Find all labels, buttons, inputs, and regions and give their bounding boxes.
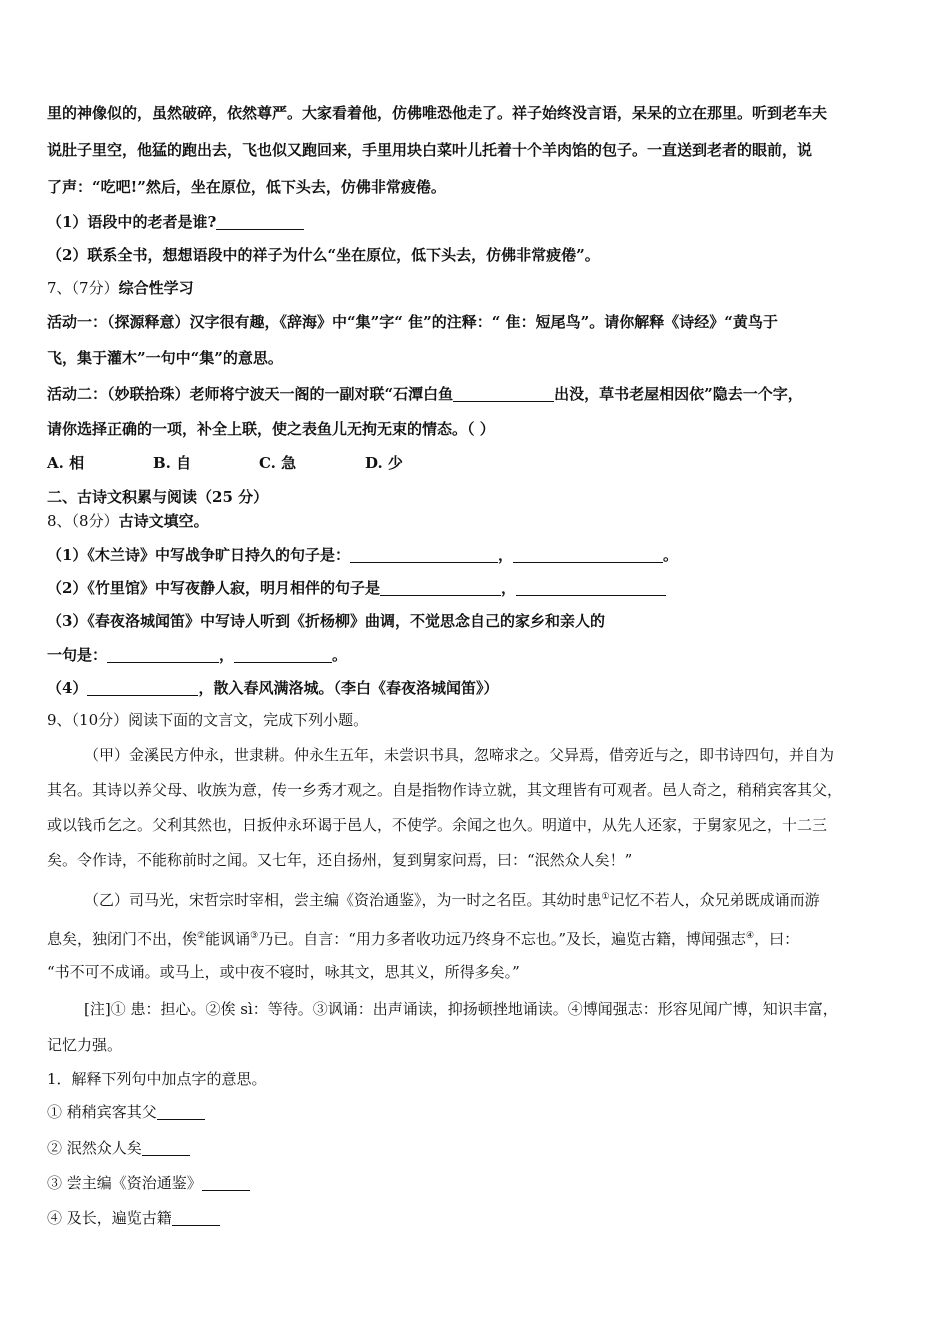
q7-options <box>47 453 471 473</box>
q7-activity1-line2: 飞，集于灌木”一句中“集”的意思。 <box>47 349 283 367</box>
q8-sub1-blank-b[interactable] <box>513 547 663 563</box>
q8-sub2-text: （2）《竹里馆》中写夜静人寂，明月相伴的句子是 <box>47 579 380 597</box>
q9-yi-line-2c: 乃已。自言：“用力多者收功远乃终身不忘也。”及长，遍览古籍，博闻强志 <box>258 930 747 948</box>
q7-activity2-line2: 请你选择正确的一项，补全上联，使之表鱼儿无拘无束的情态。（ ） <box>47 420 495 438</box>
q8-sub1-blank-a[interactable] <box>350 547 498 563</box>
q7-title-text: 综合性学习 <box>118 279 194 297</box>
q7-activity2-line1 <box>47 384 803 404</box>
q7-activity2-text-b: 出没，草书老屋相因依”隐去一个字， <box>554 385 803 403</box>
q7-title <box>47 278 194 298</box>
q7-option-a[interactable]: A. 相 <box>47 454 85 472</box>
q9-item-3-blank[interactable] <box>202 1175 250 1191</box>
q8-sub1-text: （1）《木兰诗》中写战争旷日持久的句子是： <box>47 546 350 564</box>
q9-yi-line-3: “书不可不成诵。或马上，或中夜不寝时，咏其文，思其义，所得多矣。” <box>47 963 520 981</box>
q8-sub2-comma: ， <box>500 579 516 597</box>
q8-sub3-period: 。 <box>332 646 348 664</box>
q8-title <box>47 511 209 531</box>
q9-item-1-text: ① 稍稍宾客其父 <box>47 1103 157 1121</box>
q8-sub1-period: 。 <box>662 546 678 564</box>
q8-sub1 <box>47 545 678 565</box>
q6-sub2: （2）联系全书，想想语段中的祥子为什么“坐在原位，低下头去，仿佛非常疲倦”。 <box>47 246 600 264</box>
q9-yi-line-2d: ，曰： <box>754 930 800 948</box>
q9-item-3 <box>47 1173 250 1193</box>
q9-sub1-title: 1．解释下列句中加点字的意思。 <box>47 1070 267 1088</box>
q9-item-2-text: ② 泯然众人矣 <box>47 1139 142 1157</box>
q8-sub4-text: ，散入春风满洛城。（李白《春夜洛城闻笛》） <box>198 679 499 697</box>
q9-item-4-text: ④ 及长，遍览古籍 <box>47 1209 172 1227</box>
note-marker-4: ④ <box>746 931 755 941</box>
q6-sub1-text: （1）语段中的老者是谁? <box>47 213 217 231</box>
passage-line-1: 里的神像似的，虽然破碎，依然尊严。大家看着他，仿佛唯恐他走了。祥子始终没言语，呆呆的立在那里。听到老车夫 <box>47 104 828 122</box>
q9-item-3-text: ③ 尝主编《资治通鉴》 <box>47 1174 202 1192</box>
q8-sub3-line2 <box>47 645 347 665</box>
q8-sub2 <box>47 578 666 598</box>
q9-yi-line-2 <box>47 926 799 949</box>
q9-item-1 <box>47 1102 205 1122</box>
q9-item-4 <box>47 1208 220 1228</box>
q8-sub3-blank-b[interactable] <box>234 647 332 663</box>
q9-title-text: 阅读下面的文言文，完成下列小题。 <box>128 711 369 729</box>
q8-number: 8、（8分） <box>47 512 119 530</box>
q7-number: 7、（7分） <box>47 279 119 297</box>
q7-couplet-blank[interactable] <box>453 386 554 402</box>
q9-yi-line-1 <box>84 887 820 910</box>
q6-sub1 <box>47 212 304 232</box>
passage-line-3: 了声：“吃吧!”然后，坐在原位，低下头去，仿佛非常疲倦。 <box>47 178 446 196</box>
q9-number: 9、（10分） <box>47 711 129 729</box>
q7-option-c[interactable]: C. 急 <box>259 454 297 472</box>
q9-jia-line-1: （甲）金溪民方仲永，世隶耕。仲永生五年，未尝识书具，忽啼求之。父异焉，借旁近与之，即书诗四句，并自为 <box>84 746 835 764</box>
q9-title <box>47 710 368 730</box>
q9-yi-line-1b: 记忆不若人，众兄弟既成诵而游 <box>609 891 820 909</box>
q8-sub4-blank[interactable] <box>87 680 198 696</box>
q8-sub4-prefix: （4） <box>47 679 88 697</box>
q7-activity2-text-a: 活动二：（妙联拾珠）老师将宁波天一阁的一副对联“石潭白鱼 <box>47 385 454 403</box>
passage-line-2: 说肚子里空，他猛的跑出去，飞也似又跑回来，手里用块白菜叶儿托着十个羊肉馅的包子。一直送到老者的眼前，说 <box>47 141 813 159</box>
q8-sub3-comma: ， <box>219 646 235 664</box>
q8-sub1-comma: ， <box>497 546 513 564</box>
q9-item-2 <box>47 1138 190 1158</box>
q8-sub3-line1: （3）《春夜洛城闻笛》中写诗人听到《折杨柳》曲调，不觉思念自己的家乡和亲人的 <box>47 612 605 630</box>
note-marker-1: ① <box>601 892 610 902</box>
q9-yi-line-2a: 息矣，独闭门不出，俟 <box>47 930 198 948</box>
q8-title-text: 古诗文填空。 <box>118 512 209 530</box>
q9-jia-line-3: 或以钱币乞之。父利其然也，日扳仲永环谒于邑人，不使学。余闻之也久。明道中，从先人还家，于舅家见之，十二三 <box>47 816 828 834</box>
q9-yi-line-1a: （乙）司马光，宋哲宗时宰相，尝主编《资治通鉴》，为一时之名臣。其幼时患 <box>84 891 602 909</box>
q7-option-b[interactable]: B. 自 <box>153 454 192 472</box>
q6-sub1-answer-blank[interactable] <box>216 214 304 230</box>
q9-item-2-blank[interactable] <box>142 1140 190 1156</box>
q9-notes-line-2: 记忆力强。 <box>47 1036 123 1054</box>
q8-sub4 <box>47 678 498 698</box>
q8-sub2-blank-a[interactable] <box>380 580 501 596</box>
q9-yi-line-2b: 能讽诵 <box>205 930 251 948</box>
q7-option-d[interactable]: D. 少 <box>365 454 403 472</box>
q7-activity1-line1: 活动一：（探源释意）汉字很有趣，《辞海》中“集”字“ 隹”的注释：“ 隹：短尾鸟”。请你解释《诗经》“黄鸟于 <box>47 313 778 331</box>
q8-sub3-blank-a[interactable] <box>107 647 219 663</box>
note-marker-2: ② <box>197 931 206 941</box>
q9-jia-line-4: 矣。令作诗，不能称前时之闻。又七年，还自扬州，复到舅家问焉，曰：“泯然众人矣！” <box>47 851 633 869</box>
q8-sub3-text: 一句是： <box>47 646 108 664</box>
q9-item-4-blank[interactable] <box>172 1210 220 1226</box>
note-marker-3: ③ <box>250 931 259 941</box>
q9-notes-line-1: [注]① 患：担心。②俟 sì：等待。③讽诵：出声诵读，抑扬顿挫地诵读。④博闻强志：形容见闻广博，知识丰富， <box>84 1000 838 1018</box>
q8-sub2-blank-b[interactable] <box>516 580 666 596</box>
q9-item-1-blank[interactable] <box>157 1104 205 1120</box>
q9-jia-line-2: 其名。其诗以养父母、收族为意，传一乡秀才观之。自是指物作诗立就，其文理皆有可观者。邑人奇之，稍稍宾客其父， <box>47 781 843 799</box>
section-2-heading: 二、古诗文积累与阅读（25 分） <box>47 488 269 506</box>
